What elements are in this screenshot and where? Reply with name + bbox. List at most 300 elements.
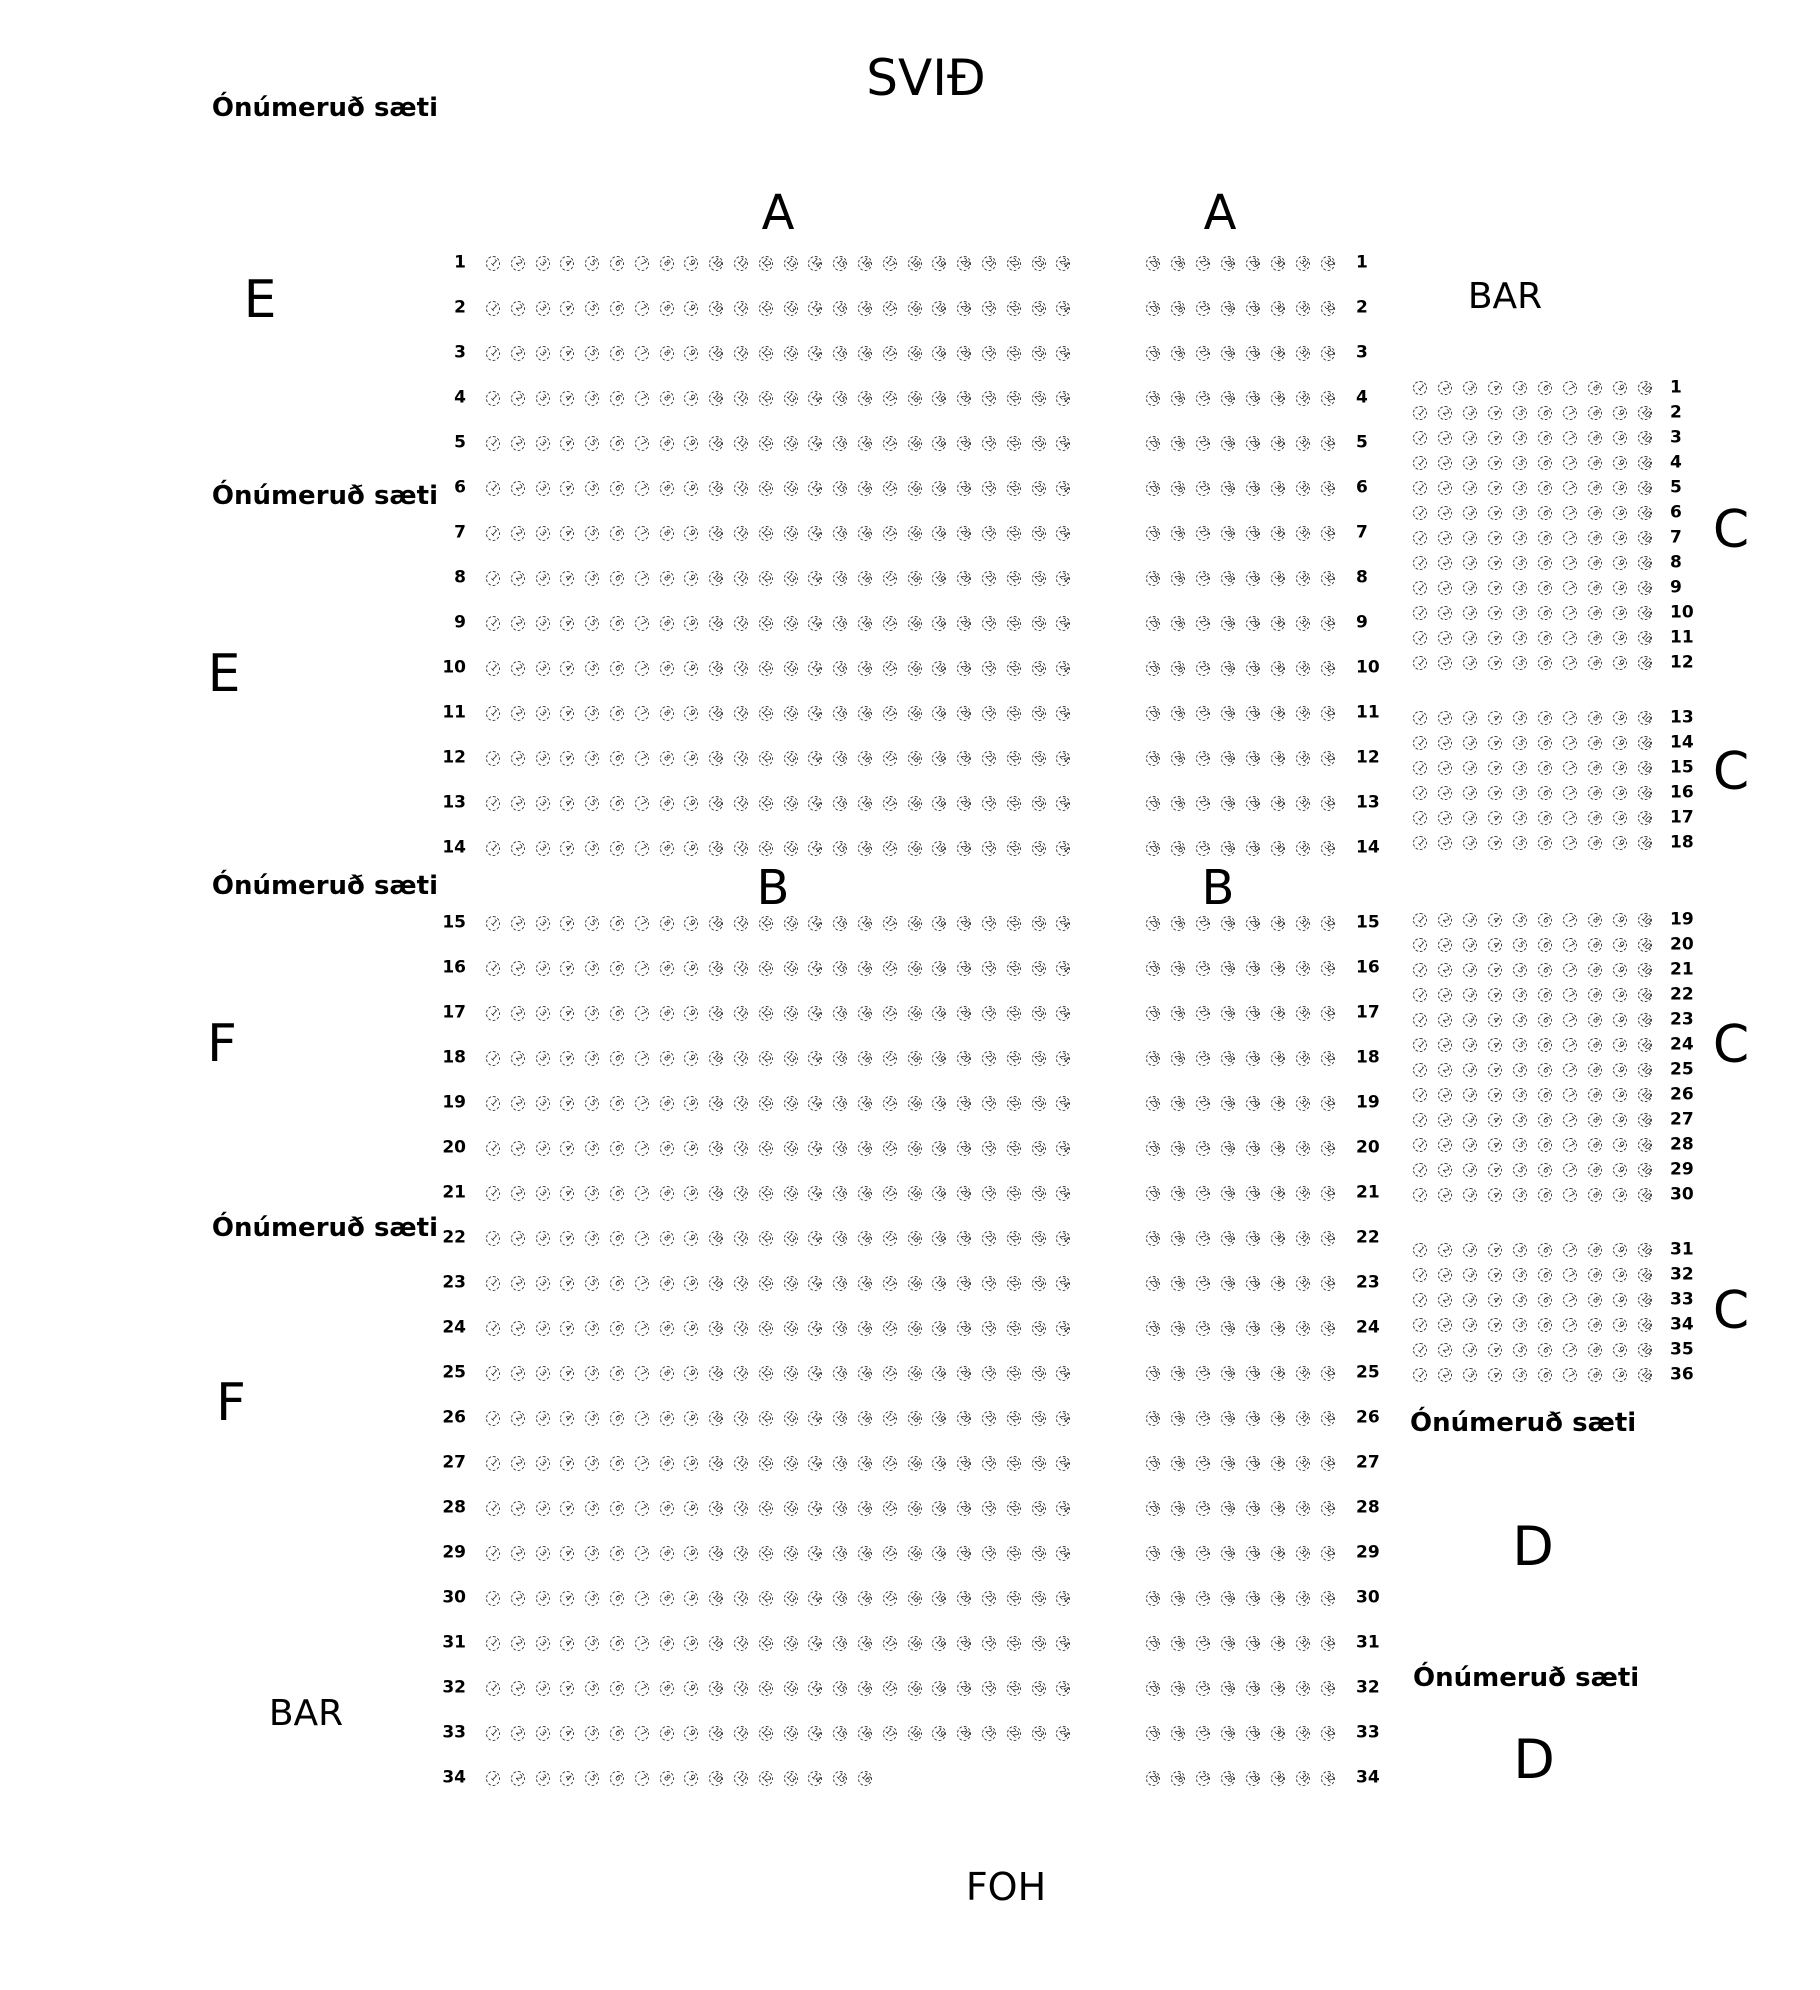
seat-block-ab-left-row11-num24[interactable] [1056, 706, 1070, 721]
seat-block-c-row9-num1[interactable] [1413, 581, 1427, 595]
seat-block-c-row7-num6[interactable] [1538, 531, 1552, 545]
seat-block-c-row27-num1[interactable] [1413, 1113, 1427, 1127]
seat-block-c-row28-num3[interactable] [1463, 1138, 1477, 1152]
seat-block-c-row10-num8[interactable] [1588, 606, 1602, 620]
seat-block-c-row5-num10[interactable] [1638, 481, 1652, 495]
seat-block-ab-left-row25-num21[interactable] [982, 1366, 996, 1381]
seat-block-ab-right-row10-num31[interactable] [1296, 661, 1310, 676]
seat-block-ab-left-row11-num19[interactable] [932, 706, 946, 721]
seat-block-c-row24-num9[interactable] [1613, 1038, 1627, 1052]
seat-block-ab-right-row26-num27[interactable] [1196, 1411, 1210, 1426]
seat-block-ab-left-row28-num4[interactable] [560, 1501, 574, 1516]
seat-block-ab-left-row8-num5[interactable] [585, 571, 599, 586]
seat-block-ab-left-row22-num3[interactable] [536, 1231, 550, 1246]
seat-block-ab-left-row33-num16[interactable] [858, 1726, 872, 1741]
seat-block-ab-left-row4-num10[interactable] [709, 391, 723, 406]
seat-block-ab-left-row18-num23[interactable] [1032, 1051, 1046, 1066]
seat-block-c-row30-num3[interactable] [1463, 1188, 1477, 1202]
seat-block-c-row7-num3[interactable] [1463, 531, 1477, 545]
seat-block-ab-left-row32-num4[interactable] [560, 1681, 574, 1696]
seat-block-ab-left-row31-num23[interactable] [1032, 1636, 1046, 1651]
seat-block-c-row11-num3[interactable] [1463, 631, 1477, 645]
seat-block-ab-right-row15-num32[interactable] [1321, 916, 1335, 931]
seat-block-ab-left-row30-num7[interactable] [635, 1591, 649, 1606]
seat-block-c-row21-num3[interactable] [1463, 963, 1477, 977]
seat-block-ab-right-row20-num25[interactable] [1146, 1141, 1160, 1156]
seat-block-ab-right-row16-num32[interactable] [1321, 961, 1335, 976]
seat-block-ab-left-row19-num22[interactable] [1007, 1096, 1021, 1111]
seat-block-ab-left-row28-num20[interactable] [957, 1501, 971, 1516]
seat-block-ab-left-row29-num22[interactable] [1007, 1546, 1021, 1561]
seat-block-ab-right-row21-num30[interactable] [1271, 1186, 1285, 1201]
seat-block-ab-left-row31-num19[interactable] [932, 1636, 946, 1651]
seat-block-ab-right-row20-num30[interactable] [1271, 1141, 1285, 1156]
seat-block-ab-left-row23-num1[interactable] [486, 1276, 500, 1291]
seat-block-c-row30-num8[interactable] [1588, 1188, 1602, 1202]
seat-block-ab-right-row24-num31[interactable] [1296, 1321, 1310, 1336]
seat-block-ab-left-row2-num23[interactable] [1032, 301, 1046, 316]
seat-block-ab-left-row12-num17[interactable] [883, 751, 897, 766]
seat-block-c-row21-num2[interactable] [1438, 963, 1452, 977]
seat-block-ab-left-row26-num22[interactable] [1007, 1411, 1021, 1426]
seat-block-ab-right-row23-num29[interactable] [1246, 1276, 1260, 1291]
seat-block-ab-right-row11-num27[interactable] [1196, 706, 1210, 721]
seat-block-ab-left-row1-num3[interactable] [536, 256, 550, 271]
seat-block-ab-left-row14-num21[interactable] [982, 841, 996, 856]
seat-block-c-row12-num8[interactable] [1588, 656, 1602, 670]
seat-block-ab-left-row1-num24[interactable] [1056, 256, 1070, 271]
seat-block-ab-right-row2-num29[interactable] [1246, 301, 1260, 316]
seat-block-ab-left-row22-num24[interactable] [1056, 1231, 1070, 1246]
seat-block-ab-right-row16-num29[interactable] [1246, 961, 1260, 976]
seat-block-ab-left-row7-num13[interactable] [784, 526, 798, 541]
seat-block-c-row9-num3[interactable] [1463, 581, 1477, 595]
seat-block-ab-left-row11-num23[interactable] [1032, 706, 1046, 721]
seat-block-ab-left-row33-num13[interactable] [784, 1726, 798, 1741]
seat-block-ab-left-row8-num8[interactable] [660, 571, 674, 586]
seat-block-ab-left-row17-num10[interactable] [709, 1006, 723, 1021]
seat-block-ab-right-row1-num31[interactable] [1296, 256, 1310, 271]
seat-block-c-row27-num5[interactable] [1513, 1113, 1527, 1127]
seat-block-c-row20-num5[interactable] [1513, 938, 1527, 952]
seat-block-ab-left-row25-num11[interactable] [734, 1366, 748, 1381]
seat-block-ab-left-row3-num11[interactable] [734, 346, 748, 361]
seat-block-ab-left-row23-num14[interactable] [808, 1276, 822, 1291]
seat-block-c-row3-num6[interactable] [1538, 431, 1552, 445]
seat-block-ab-left-row34-num12[interactable] [759, 1771, 773, 1786]
seat-block-ab-left-row18-num7[interactable] [635, 1051, 649, 1066]
seat-block-c-row15-num3[interactable] [1463, 761, 1477, 775]
seat-block-c-row14-num10[interactable] [1638, 736, 1652, 750]
seat-block-c-row30-num6[interactable] [1538, 1188, 1552, 1202]
seat-block-ab-left-row22-num1[interactable] [486, 1231, 500, 1246]
seat-block-c-row32-num5[interactable] [1513, 1268, 1527, 1282]
seat-block-ab-right-row27-num29[interactable] [1246, 1456, 1260, 1471]
seat-block-ab-left-row16-num10[interactable] [709, 961, 723, 976]
seat-block-c-row29-num1[interactable] [1413, 1163, 1427, 1177]
seat-block-ab-left-row15-num8[interactable] [660, 916, 674, 931]
seat-block-ab-left-row18-num16[interactable] [858, 1051, 872, 1066]
seat-block-c-row3-num10[interactable] [1638, 431, 1652, 445]
seat-block-c-row21-num8[interactable] [1588, 963, 1602, 977]
seat-block-c-row10-num1[interactable] [1413, 606, 1427, 620]
seat-block-ab-left-row15-num12[interactable] [759, 916, 773, 931]
seat-block-ab-left-row31-num5[interactable] [585, 1636, 599, 1651]
seat-block-ab-right-row5-num29[interactable] [1246, 436, 1260, 451]
seat-block-ab-left-row26-num13[interactable] [784, 1411, 798, 1426]
seat-block-ab-right-row26-num28[interactable] [1221, 1411, 1235, 1426]
seat-block-ab-left-row23-num7[interactable] [635, 1276, 649, 1291]
seat-block-ab-right-row13-num25[interactable] [1146, 796, 1160, 811]
seat-block-ab-left-row31-num6[interactable] [610, 1636, 624, 1651]
seat-block-ab-left-row26-num16[interactable] [858, 1411, 872, 1426]
seat-block-ab-left-row7-num24[interactable] [1056, 526, 1070, 541]
seat-block-c-row11-num9[interactable] [1613, 631, 1627, 645]
seat-block-c-row2-num10[interactable] [1638, 406, 1652, 420]
seat-block-ab-right-row11-num30[interactable] [1271, 706, 1285, 721]
seat-block-ab-right-row3-num27[interactable] [1196, 346, 1210, 361]
seat-block-ab-left-row3-num19[interactable] [932, 346, 946, 361]
seat-block-c-row4-num6[interactable] [1538, 456, 1552, 470]
seat-block-ab-right-row10-num30[interactable] [1271, 661, 1285, 676]
seat-block-c-row36-num10[interactable] [1638, 1368, 1652, 1382]
seat-block-ab-right-row17-num25[interactable] [1146, 1006, 1160, 1021]
seat-block-ab-right-row4-num27[interactable] [1196, 391, 1210, 406]
seat-block-c-row36-num9[interactable] [1613, 1368, 1627, 1382]
seat-block-c-row12-num9[interactable] [1613, 656, 1627, 670]
seat-block-ab-left-row8-num24[interactable] [1056, 571, 1070, 586]
seat-block-c-row11-num7[interactable] [1563, 631, 1577, 645]
seat-block-ab-left-row34-num3[interactable] [536, 1771, 550, 1786]
seat-block-ab-left-row16-num21[interactable] [982, 961, 996, 976]
seat-block-ab-right-row32-num31[interactable] [1296, 1681, 1310, 1696]
seat-block-ab-left-row13-num15[interactable] [833, 796, 847, 811]
seat-block-ab-left-row12-num11[interactable] [734, 751, 748, 766]
seat-block-ab-left-row8-num19[interactable] [932, 571, 946, 586]
seat-block-c-row17-num5[interactable] [1513, 811, 1527, 825]
seat-block-ab-left-row13-num8[interactable] [660, 796, 674, 811]
seat-block-ab-left-row8-num15[interactable] [833, 571, 847, 586]
seat-block-c-row8-num3[interactable] [1463, 556, 1477, 570]
seat-block-ab-left-row17-num14[interactable] [808, 1006, 822, 1021]
seat-block-ab-left-row4-num17[interactable] [883, 391, 897, 406]
seat-block-c-row26-num1[interactable] [1413, 1088, 1427, 1102]
seat-block-ab-right-row6-num28[interactable] [1221, 481, 1235, 496]
seat-block-ab-left-row16-num3[interactable] [536, 961, 550, 976]
seat-block-ab-right-row6-num29[interactable] [1246, 481, 1260, 496]
seat-block-c-row32-num4[interactable] [1488, 1268, 1502, 1282]
seat-block-ab-right-row28-num26[interactable] [1171, 1501, 1185, 1516]
seat-block-ab-left-row22-num8[interactable] [660, 1231, 674, 1246]
seat-block-ab-left-row31-num22[interactable] [1007, 1636, 1021, 1651]
seat-block-ab-right-row28-num27[interactable] [1196, 1501, 1210, 1516]
seat-block-c-row7-num4[interactable] [1488, 531, 1502, 545]
seat-block-c-row18-num5[interactable] [1513, 836, 1527, 850]
seat-block-ab-right-row11-num25[interactable] [1146, 706, 1160, 721]
seat-block-ab-left-row31-num18[interactable] [908, 1636, 922, 1651]
seat-block-ab-left-row5-num10[interactable] [709, 436, 723, 451]
seat-block-ab-right-row15-num26[interactable] [1171, 916, 1185, 931]
seat-block-c-row11-num1[interactable] [1413, 631, 1427, 645]
seat-block-ab-right-row10-num25[interactable] [1146, 661, 1160, 676]
seat-block-ab-left-row14-num14[interactable] [808, 841, 822, 856]
seat-block-ab-left-row11-num5[interactable] [585, 706, 599, 721]
seat-block-ab-right-row18-num32[interactable] [1321, 1051, 1335, 1066]
seat-block-ab-left-row31-num7[interactable] [635, 1636, 649, 1651]
seat-block-ab-right-row2-num28[interactable] [1221, 301, 1235, 316]
seat-block-ab-left-row29-num5[interactable] [585, 1546, 599, 1561]
seat-block-ab-left-row33-num3[interactable] [536, 1726, 550, 1741]
seat-block-c-row22-num7[interactable] [1563, 988, 1577, 1002]
seat-block-ab-left-row10-num13[interactable] [784, 661, 798, 676]
seat-block-ab-left-row1-num5[interactable] [585, 256, 599, 271]
seat-block-ab-left-row28-num1[interactable] [486, 1501, 500, 1516]
seat-block-ab-right-row21-num29[interactable] [1246, 1186, 1260, 1201]
seat-block-ab-left-row23-num12[interactable] [759, 1276, 773, 1291]
seat-block-ab-right-row17-num26[interactable] [1171, 1006, 1185, 1021]
seat-block-c-row23-num9[interactable] [1613, 1013, 1627, 1027]
seat-block-ab-right-row30-num26[interactable] [1171, 1591, 1185, 1606]
seat-block-c-row7-num7[interactable] [1563, 531, 1577, 545]
seat-block-ab-left-row6-num18[interactable] [908, 481, 922, 496]
seat-block-ab-left-row23-num24[interactable] [1056, 1276, 1070, 1291]
seat-block-ab-left-row6-num12[interactable] [759, 481, 773, 496]
seat-block-ab-right-row7-num26[interactable] [1171, 526, 1185, 541]
seat-block-c-row34-num6[interactable] [1538, 1318, 1552, 1332]
seat-block-c-row19-num1[interactable] [1413, 913, 1427, 927]
seat-block-ab-left-row21-num20[interactable] [957, 1186, 971, 1201]
seat-block-c-row32-num9[interactable] [1613, 1268, 1627, 1282]
seat-block-ab-left-row10-num18[interactable] [908, 661, 922, 676]
seat-block-c-row36-num1[interactable] [1413, 1368, 1427, 1382]
seat-block-ab-left-row8-num23[interactable] [1032, 571, 1046, 586]
seat-block-ab-right-row13-num31[interactable] [1296, 796, 1310, 811]
seat-block-ab-left-row34-num8[interactable] [660, 1771, 674, 1786]
seat-block-ab-right-row6-num30[interactable] [1271, 481, 1285, 496]
seat-block-ab-left-row22-num22[interactable] [1007, 1231, 1021, 1246]
seat-block-ab-left-row9-num16[interactable] [858, 616, 872, 631]
seat-block-ab-right-row32-num26[interactable] [1171, 1681, 1185, 1696]
seat-block-ab-left-row22-num10[interactable] [709, 1231, 723, 1246]
seat-block-ab-left-row5-num4[interactable] [560, 436, 574, 451]
seat-block-c-row24-num3[interactable] [1463, 1038, 1477, 1052]
seat-block-ab-right-row11-num26[interactable] [1171, 706, 1185, 721]
seat-block-ab-left-row33-num22[interactable] [1007, 1726, 1021, 1741]
seat-block-ab-left-row20-num1[interactable] [486, 1141, 500, 1156]
seat-block-ab-left-row2-num10[interactable] [709, 301, 723, 316]
seat-block-c-row19-num3[interactable] [1463, 913, 1477, 927]
seat-block-ab-left-row26-num3[interactable] [536, 1411, 550, 1426]
seat-block-ab-left-row13-num18[interactable] [908, 796, 922, 811]
seat-block-c-row27-num7[interactable] [1563, 1113, 1577, 1127]
seat-block-ab-left-row20-num12[interactable] [759, 1141, 773, 1156]
seat-block-ab-left-row32-num16[interactable] [858, 1681, 872, 1696]
seat-block-c-row10-num7[interactable] [1563, 606, 1577, 620]
seat-block-ab-left-row9-num13[interactable] [784, 616, 798, 631]
seat-block-ab-left-row23-num21[interactable] [982, 1276, 996, 1291]
seat-block-ab-right-row8-num25[interactable] [1146, 571, 1160, 586]
seat-block-ab-left-row15-num6[interactable] [610, 916, 624, 931]
seat-block-ab-right-row26-num25[interactable] [1146, 1411, 1160, 1426]
seat-block-ab-left-row32-num10[interactable] [709, 1681, 723, 1696]
seat-block-ab-left-row27-num9[interactable] [684, 1456, 698, 1471]
seat-block-ab-left-row6-num14[interactable] [808, 481, 822, 496]
seat-block-ab-left-row31-num9[interactable] [684, 1636, 698, 1651]
seat-block-ab-right-row12-num27[interactable] [1196, 751, 1210, 766]
seat-block-ab-left-row16-num18[interactable] [908, 961, 922, 976]
seat-block-c-row33-num10[interactable] [1638, 1293, 1652, 1307]
seat-block-c-row23-num3[interactable] [1463, 1013, 1477, 1027]
seat-block-ab-left-row7-num4[interactable] [560, 526, 574, 541]
seat-block-ab-left-row16-num17[interactable] [883, 961, 897, 976]
seat-block-ab-right-row10-num29[interactable] [1246, 661, 1260, 676]
seat-block-ab-left-row34-num16[interactable] [858, 1771, 872, 1786]
seat-block-ab-left-row6-num8[interactable] [660, 481, 674, 496]
seat-block-c-row5-num9[interactable] [1613, 481, 1627, 495]
seat-block-ab-left-row28-num6[interactable] [610, 1501, 624, 1516]
seat-block-ab-right-row27-num32[interactable] [1321, 1456, 1335, 1471]
seat-block-ab-left-row6-num23[interactable] [1032, 481, 1046, 496]
seat-block-ab-left-row2-num6[interactable] [610, 301, 624, 316]
seat-block-ab-left-row20-num8[interactable] [660, 1141, 674, 1156]
seat-block-ab-left-row26-num1[interactable] [486, 1411, 500, 1426]
seat-block-ab-left-row33-num10[interactable] [709, 1726, 723, 1741]
seat-block-c-row14-num2[interactable] [1438, 736, 1452, 750]
seat-block-c-row8-num9[interactable] [1613, 556, 1627, 570]
seat-block-ab-right-row25-num32[interactable] [1321, 1366, 1335, 1381]
seat-block-ab-right-row34-num27[interactable] [1196, 1771, 1210, 1786]
seat-block-ab-left-row6-num2[interactable] [511, 481, 525, 496]
seat-block-ab-left-row7-num14[interactable] [808, 526, 822, 541]
seat-block-ab-left-row14-num7[interactable] [635, 841, 649, 856]
seat-block-c-row16-num4[interactable] [1488, 786, 1502, 800]
seat-block-c-row25-num1[interactable] [1413, 1063, 1427, 1077]
seat-block-ab-right-row19-num25[interactable] [1146, 1096, 1160, 1111]
seat-block-ab-left-row10-num7[interactable] [635, 661, 649, 676]
seat-block-c-row13-num7[interactable] [1563, 711, 1577, 725]
seat-block-ab-left-row12-num3[interactable] [536, 751, 550, 766]
seat-block-ab-left-row32-num14[interactable] [808, 1681, 822, 1696]
seat-block-ab-left-row31-num11[interactable] [734, 1636, 748, 1651]
seat-block-ab-right-row24-num32[interactable] [1321, 1321, 1335, 1336]
seat-block-ab-left-row3-num2[interactable] [511, 346, 525, 361]
seat-block-ab-left-row34-num6[interactable] [610, 1771, 624, 1786]
seat-block-c-row15-num4[interactable] [1488, 761, 1502, 775]
seat-block-ab-left-row23-num20[interactable] [957, 1276, 971, 1291]
seat-block-ab-left-row19-num12[interactable] [759, 1096, 773, 1111]
seat-block-ab-right-row1-num27[interactable] [1196, 256, 1210, 271]
seat-block-c-row2-num6[interactable] [1538, 406, 1552, 420]
seat-block-ab-right-row3-num31[interactable] [1296, 346, 1310, 361]
seat-block-ab-left-row19-num17[interactable] [883, 1096, 897, 1111]
seat-block-ab-left-row4-num16[interactable] [858, 391, 872, 406]
seat-block-ab-left-row33-num1[interactable] [486, 1726, 500, 1741]
seat-block-ab-left-row11-num18[interactable] [908, 706, 922, 721]
seat-block-ab-right-row9-num31[interactable] [1296, 616, 1310, 631]
seat-block-ab-right-row10-num28[interactable] [1221, 661, 1235, 676]
seat-block-ab-left-row25-num17[interactable] [883, 1366, 897, 1381]
seat-block-c-row18-num7[interactable] [1563, 836, 1577, 850]
seat-block-ab-left-row18-num18[interactable] [908, 1051, 922, 1066]
seat-block-ab-left-row25-num12[interactable] [759, 1366, 773, 1381]
seat-block-ab-left-row7-num9[interactable] [684, 526, 698, 541]
seat-block-ab-left-row21-num18[interactable] [908, 1186, 922, 1201]
seat-block-c-row13-num3[interactable] [1463, 711, 1477, 725]
seat-block-ab-right-row15-num27[interactable] [1196, 916, 1210, 931]
seat-block-ab-left-row11-num20[interactable] [957, 706, 971, 721]
seat-block-ab-left-row33-num21[interactable] [982, 1726, 996, 1741]
seat-block-ab-right-row7-num25[interactable] [1146, 526, 1160, 541]
seat-block-ab-left-row33-num14[interactable] [808, 1726, 822, 1741]
seat-block-ab-left-row8-num10[interactable] [709, 571, 723, 586]
seat-block-ab-left-row23-num19[interactable] [932, 1276, 946, 1291]
seat-block-c-row26-num2[interactable] [1438, 1088, 1452, 1102]
seat-block-ab-left-row23-num22[interactable] [1007, 1276, 1021, 1291]
seat-block-ab-right-row15-num25[interactable] [1146, 916, 1160, 931]
seat-block-ab-left-row14-num18[interactable] [908, 841, 922, 856]
seat-block-ab-left-row6-num21[interactable] [982, 481, 996, 496]
seat-block-ab-left-row20-num21[interactable] [982, 1141, 996, 1156]
seat-block-ab-left-row19-num15[interactable] [833, 1096, 847, 1111]
seat-block-ab-left-row20-num3[interactable] [536, 1141, 550, 1156]
seat-block-ab-left-row23-num11[interactable] [734, 1276, 748, 1291]
seat-block-c-row34-num2[interactable] [1438, 1318, 1452, 1332]
seat-block-ab-left-row17-num21[interactable] [982, 1006, 996, 1021]
seat-block-ab-right-row9-num25[interactable] [1146, 616, 1160, 631]
seat-block-ab-right-row20-num28[interactable] [1221, 1141, 1235, 1156]
seat-block-ab-left-row19-num24[interactable] [1056, 1096, 1070, 1111]
seat-block-ab-right-row33-num29[interactable] [1246, 1726, 1260, 1741]
seat-block-ab-left-row2-num7[interactable] [635, 301, 649, 316]
seat-block-ab-right-row31-num26[interactable] [1171, 1636, 1185, 1651]
seat-block-ab-left-row27-num21[interactable] [982, 1456, 996, 1471]
seat-block-c-row6-num2[interactable] [1438, 506, 1452, 520]
seat-block-ab-left-row13-num20[interactable] [957, 796, 971, 811]
seat-block-ab-right-row19-num29[interactable] [1246, 1096, 1260, 1111]
seat-block-ab-right-row29-num32[interactable] [1321, 1546, 1335, 1561]
seat-block-ab-right-row28-num30[interactable] [1271, 1501, 1285, 1516]
seat-block-ab-right-row17-num28[interactable] [1221, 1006, 1235, 1021]
seat-block-ab-left-row15-num9[interactable] [684, 916, 698, 931]
seat-block-c-row28-num1[interactable] [1413, 1138, 1427, 1152]
seat-block-ab-left-row24-num6[interactable] [610, 1321, 624, 1336]
seat-block-c-row15-num9[interactable] [1613, 761, 1627, 775]
seat-block-ab-left-row12-num14[interactable] [808, 751, 822, 766]
seat-block-ab-right-row8-num31[interactable] [1296, 571, 1310, 586]
seat-block-ab-left-row15-num7[interactable] [635, 916, 649, 931]
seat-block-c-row16-num1[interactable] [1413, 786, 1427, 800]
seat-block-ab-right-row19-num31[interactable] [1296, 1096, 1310, 1111]
seat-block-ab-left-row28-num7[interactable] [635, 1501, 649, 1516]
seat-block-ab-left-row10-num11[interactable] [734, 661, 748, 676]
seat-block-c-row16-num7[interactable] [1563, 786, 1577, 800]
seat-block-ab-left-row10-num22[interactable] [1007, 661, 1021, 676]
seat-block-ab-right-row4-num31[interactable] [1296, 391, 1310, 406]
seat-block-ab-left-row17-num6[interactable] [610, 1006, 624, 1021]
seat-block-ab-right-row29-num26[interactable] [1171, 1546, 1185, 1561]
seat-block-c-row34-num7[interactable] [1563, 1318, 1577, 1332]
seat-block-ab-right-row28-num32[interactable] [1321, 1501, 1335, 1516]
seat-block-ab-left-row4-num21[interactable] [982, 391, 996, 406]
seat-block-c-row22-num4[interactable] [1488, 988, 1502, 1002]
seat-block-ab-left-row15-num14[interactable] [808, 916, 822, 931]
seat-block-c-row13-num9[interactable] [1613, 711, 1627, 725]
seat-block-c-row23-num7[interactable] [1563, 1013, 1577, 1027]
seat-block-ab-right-row6-num25[interactable] [1146, 481, 1160, 496]
seat-block-c-row27-num9[interactable] [1613, 1113, 1627, 1127]
seat-block-ab-right-row28-num28[interactable] [1221, 1501, 1235, 1516]
seat-block-ab-left-row7-num7[interactable] [635, 526, 649, 541]
